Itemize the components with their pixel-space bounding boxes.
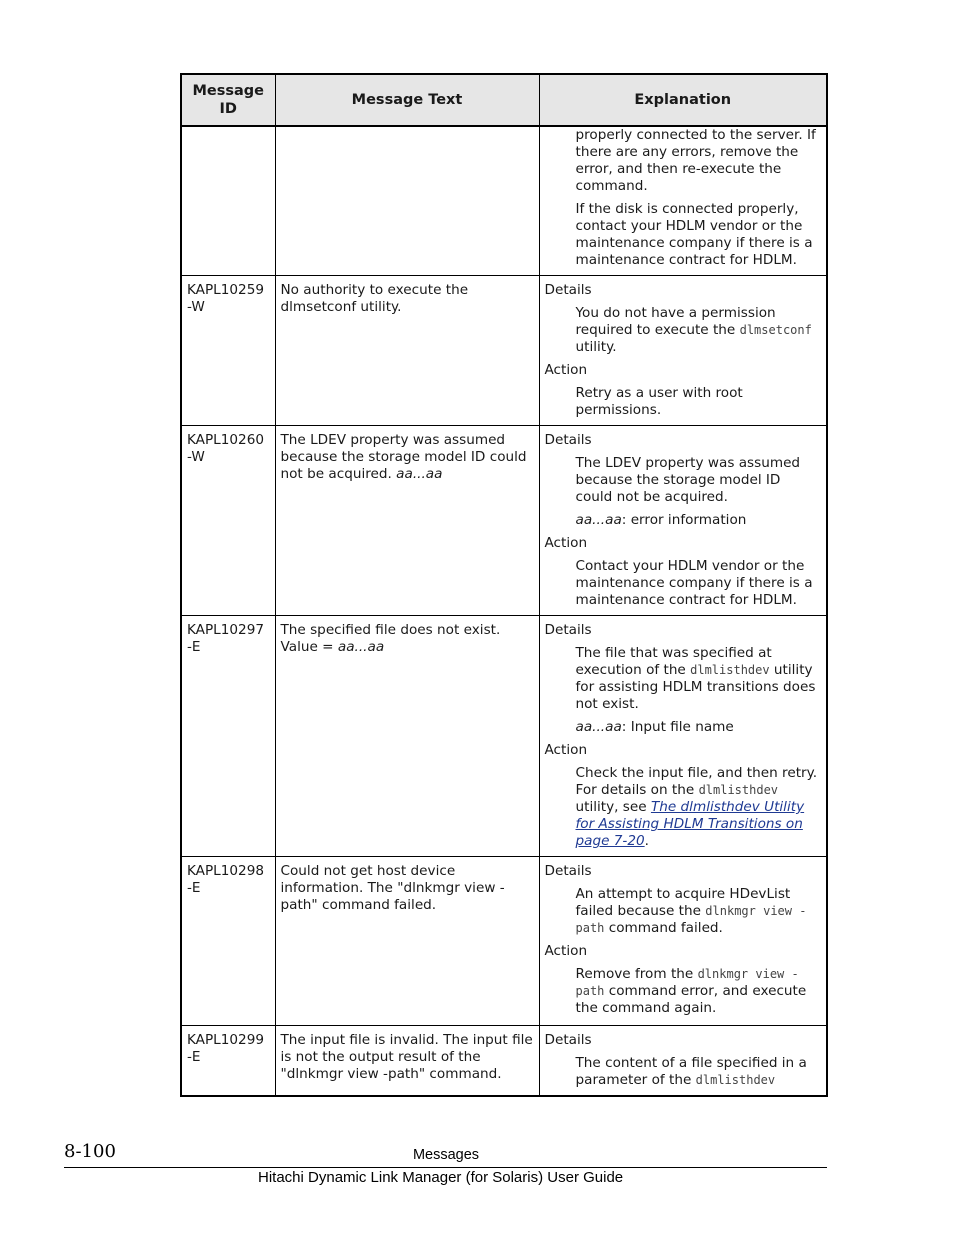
message-id-cell: KAPL10298 -E [181, 857, 275, 1026]
table-row [181, 426, 827, 616]
table-row [181, 857, 827, 1026]
table-row [181, 616, 827, 857]
details-label: Details [544, 432, 592, 448]
action-text: Contact your HDLM vendor or the maintenance company if there is a maintenance contract for HDLM. [575, 558, 813, 608]
message-id-cell: KAPL10259 -W [181, 276, 275, 426]
action-label: Action [544, 742, 588, 758]
message-id-cell: KAPL10299 -E [181, 1026, 275, 1097]
message-text-cell: The input file is invalid. The input file is not the output result of the "dlnkmgr view -path" command. [275, 1026, 539, 1097]
table-row [181, 276, 827, 426]
variable-text: aa...aa [337, 639, 385, 655]
message-text-cell: The LDEV property was assumed because the storage model ID could not be acquired. aa...aa [275, 426, 539, 616]
details-label: Details [544, 1032, 592, 1048]
code-text: dlmlisthdev [698, 783, 779, 797]
table-header-row [181, 74, 827, 126]
cross-reference-link[interactable]: The dlmlisthdev Utility for Assisting HDLM Transitions on page 7-20 [575, 799, 805, 849]
table-row [181, 126, 827, 276]
code-text: dlmlisthdev [690, 663, 770, 677]
header-explanation: Explanation [539, 74, 827, 126]
action-label: Action [544, 943, 588, 959]
explanation-cell [539, 126, 827, 276]
continued-paragraph: properly connected to the server. If there are any errors, remove the error, and then re-execute the command. [575, 127, 816, 194]
code-text: dlnkmgr view -path [575, 904, 807, 935]
message-text-cell: No authority to execute the dlmsetconf utility. [275, 276, 539, 426]
variable-description: aa...aa: Input file name [575, 719, 734, 735]
details-text: The content of a file specified in a parameter of the dlmlisthdev [575, 1055, 807, 1088]
header-message-id: Message ID [181, 74, 275, 126]
action-text: Remove from the dlnkmgr view -path command error, and execute the command again. [575, 966, 807, 1016]
footer-guide-title: Hitachi Dynamic Link Manager (for Solaris) User Guide [258, 1169, 624, 1186]
footer-divider [64, 1167, 827, 1168]
page-number: 8-100 [64, 1141, 116, 1162]
continued-paragraph: If the disk is connected properly, contact your HDLM vendor or the maintenance company if there is a maintenance contract for HDLM. [575, 201, 813, 268]
variable-description: aa...aa: error information [575, 512, 747, 528]
code-text: dlnkmgr view -path [575, 967, 799, 998]
messages-table [180, 73, 828, 1097]
action-label: Action [544, 362, 588, 378]
message-text-cell: Could not get host device information. The "dlnkmgr view -path" command failed. [275, 857, 539, 1026]
explanation-cell [539, 857, 827, 1026]
details-label: Details [544, 863, 592, 879]
explanation-cell [539, 276, 827, 426]
details-text: You do not have a permission required to execute the dlmsetconf utility. [575, 305, 812, 355]
explanation-cell [539, 426, 827, 616]
action-text: Retry as a user with root permissions. [575, 385, 743, 418]
details-text: The file that was specified at execution of the dlmlisthdev utility for assisting HDLM transitions does not exist. [575, 645, 816, 712]
code-text: dlmsetconf [739, 323, 812, 337]
details-label: Details [544, 622, 592, 638]
message-text-cell: The specified file does not exist. Value = aa...aa [275, 616, 539, 857]
message-text-cell [275, 126, 539, 276]
action-text: Check the input file, and then retry. For details on the dlmlisthdev utility, see The dlmlisthdev Utility for Assisting HDLM Transitions on page 7-20. [575, 765, 818, 849]
details-text: An attempt to acquire HDevList failed because the dlnkmgr view -path command failed. [575, 886, 807, 936]
message-id-cell: KAPL10260 -W [181, 426, 275, 616]
variable-text: aa...aa [396, 466, 443, 482]
message-id-cell: KAPL10297 -E [181, 616, 275, 857]
details-text: The LDEV property was assumed because the storage model ID could not be acquired. [575, 455, 801, 505]
footer-section-title: Messages [412, 1147, 480, 1163]
details-label: Details [544, 282, 592, 298]
explanation-cell [539, 1026, 827, 1097]
code-text: dlmlisthdev [695, 1073, 776, 1087]
table-row [181, 1026, 827, 1097]
action-label: Action [544, 535, 588, 551]
header-message-text: Message Text [275, 74, 539, 126]
message-id-cell [181, 126, 275, 276]
explanation-cell [539, 616, 827, 857]
